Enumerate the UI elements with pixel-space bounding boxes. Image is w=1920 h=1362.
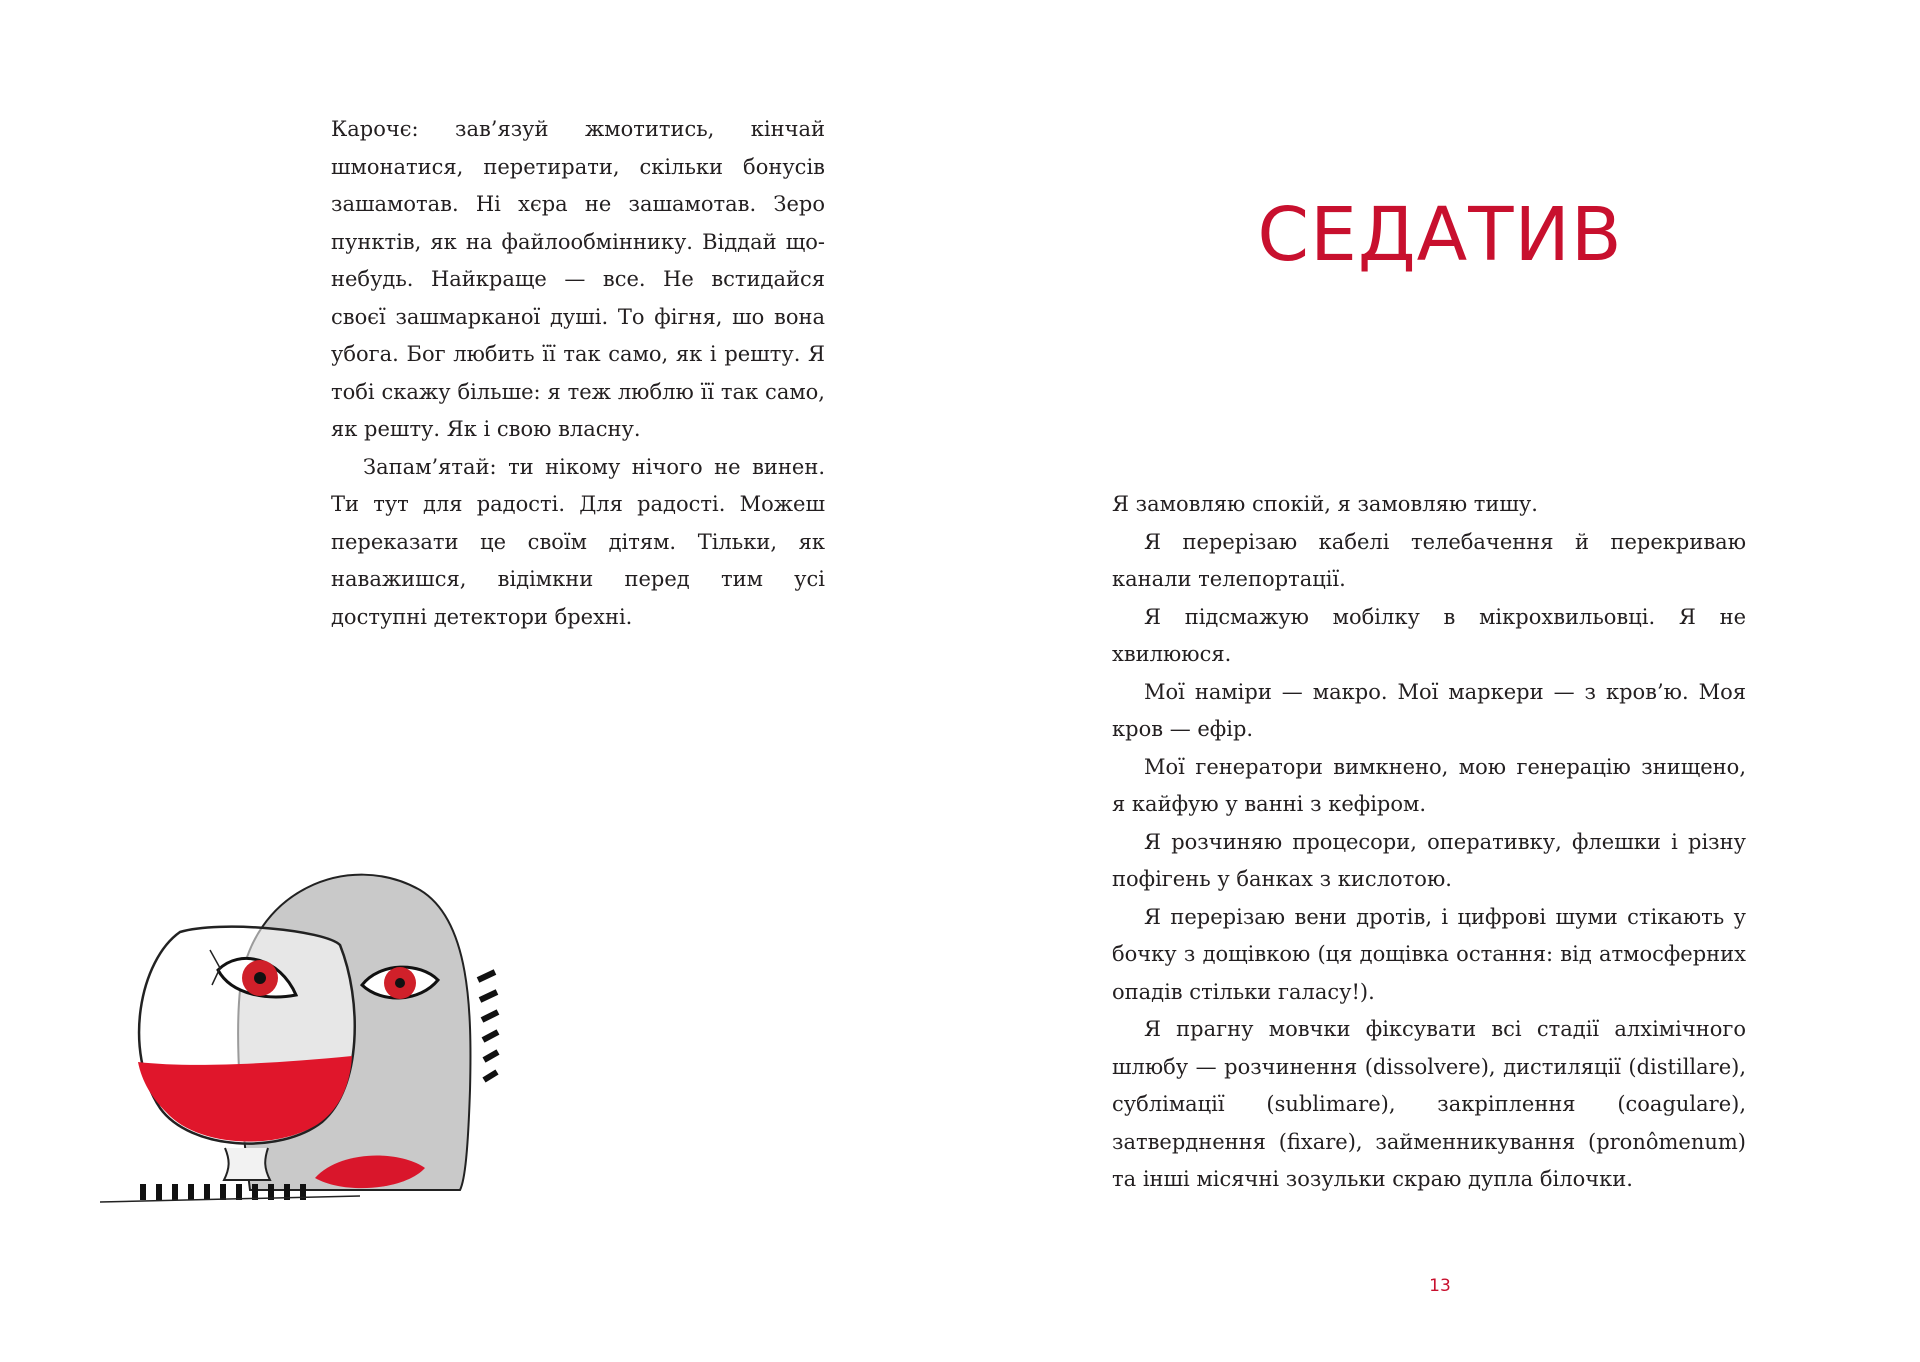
paragraph: Карочє: зав’язуй жмотитись, кінчай шмонатися, перетирати, скільки бонусів зашамотав. Ні хєра не зашамотав. Зеро пунктів, як на файлообміннику. Віддай що-небудь. Найкраще — все. Не встидайся своєї зашмарканої душі. То фігня, шо вона убога. Бог любить її так само, як і решту. Я тобі скажу більше: я теж люблю її так само, як решту. Як і свою власну.: [331, 117, 825, 441]
paragraph: Я замовляю спокій, я замовляю тишу.: [1112, 492, 1538, 516]
right-page-text: [1112, 486, 1746, 1199]
head-and-wine-glass-illustration: [100, 850, 540, 1210]
paragraph: Я розчиняю процесори, оперативку, флешки і різну пофігень у банках з кислотою.: [1112, 829, 1746, 891]
left-page-text: [331, 111, 825, 636]
chapter-title: СЕДАТИВ: [1257, 192, 1623, 278]
glass-stem: [224, 1148, 270, 1180]
paragraph: Я підсмажую мобілку в мікрохвильовці. Я не хвилююся.: [1112, 604, 1746, 666]
striped-ear: [478, 972, 498, 1080]
paragraph: Мої генератори вимкнено, мою генерацію знищено, я кайфую у ванні з кефіром.: [1112, 754, 1746, 816]
paragraph: Запам’ятай: ти нікому нічого не винен. Ти тут для радості. Для радості. Можеш переказати це своїм дітям. Тільки, як наважишся, відімкни перед тим усі доступні детектори брехні.: [331, 454, 825, 629]
paragraph: Мої наміри — макро. Мої маркери — з кров’ю. Моя кров — ефір.: [1112, 679, 1746, 741]
paragraph: Я перерізаю кабелі телебачення й перекриваю канали телепортації.: [1112, 529, 1746, 591]
ground-line: [100, 1196, 360, 1202]
paragraph: Я перерізаю вени дротів, і цифрові шуми стікають у бочку з дощівкою (ця дощівка остання: від атмосферних опадів стільки галасу!).: [1112, 904, 1746, 1004]
right-page: [960, 0, 1920, 1362]
paragraph: Я прагну мовчки фіксувати всі стадії алхімічного шлюбу — розчинення (dissolvere), дистиляції (distillare), сублімації (sublimare), закріплення (coagulare), затверднення (fixare), займенникування (pronômenum) та інші місячні зозульки скраю дупла білочки.: [1112, 1017, 1746, 1191]
page-number: 13: [1429, 1276, 1451, 1296]
